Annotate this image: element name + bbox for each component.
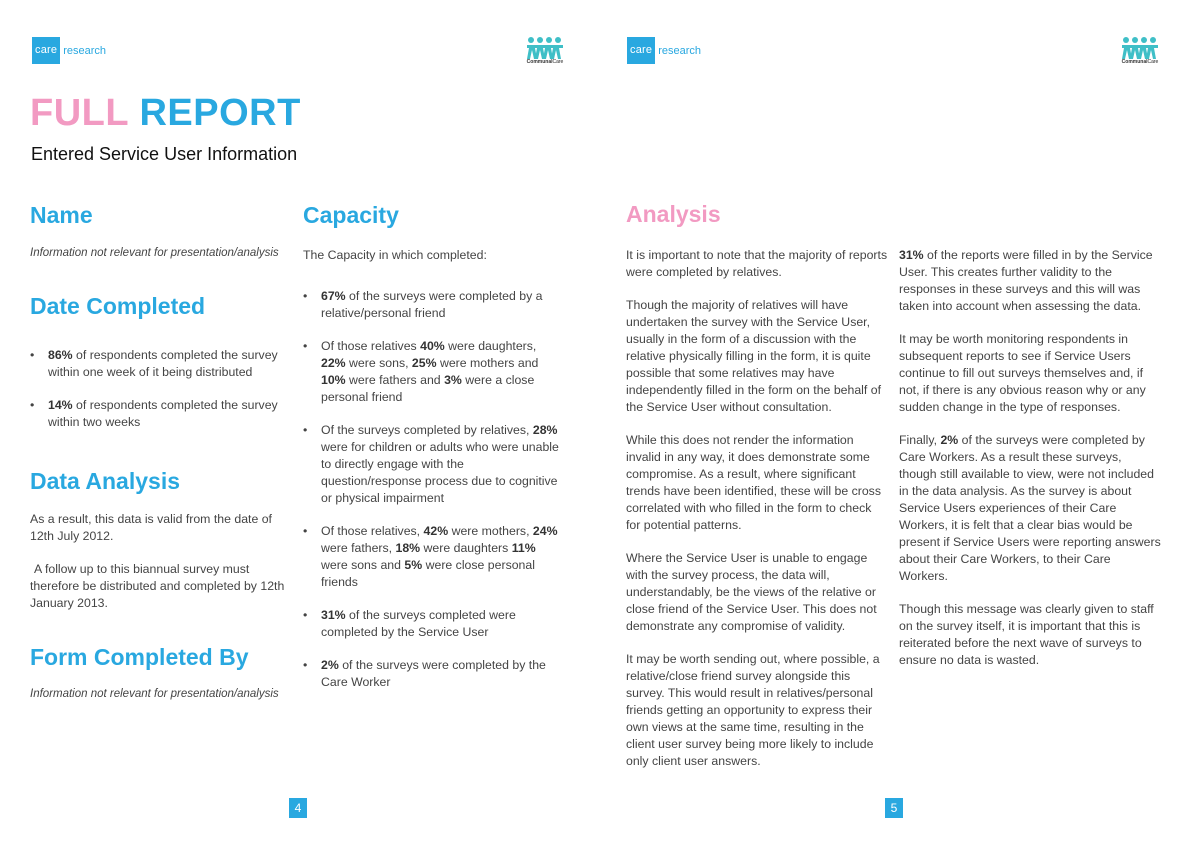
analysis-column-1 (626, 247, 888, 786)
left-page (0, 0, 595, 842)
brand-research: research (63, 44, 106, 57)
analysis-paragraph: Where the Service User is unable to engage with the survey process, the data will, understandably, be the views of the relative or close friend of the Service User. This does not demonstrate any compromise of validity. (626, 551, 877, 633)
people-chain-icon (525, 36, 565, 60)
name-heading: Name (30, 202, 93, 228)
brand-research: research (658, 44, 701, 57)
list-item: • Of the surveys completed by relatives, 28% were for children or adults who were unable to directly engage with the question/response process due to cognitive or physical impairment (303, 422, 561, 507)
people-chain-icon (1120, 36, 1160, 60)
form-completed-by-heading: Form Completed By (30, 644, 249, 670)
date-completed-list (30, 347, 292, 447)
logo-wordmark: CommunalCare (526, 59, 564, 65)
analysis-paragraph: Though this message was clearly given to staff on the survey itself, it is important that this is reiterated before the next wave of surveys to ensure no data is wasted. (899, 602, 1154, 667)
brand-care: care (32, 37, 60, 64)
analysis-paragraph: While this does not render the information invalid in any way, it does demonstrate some compromise. As a result, where significant trends have been identified, these will be cross correlated with who filled in the form to check for potential patterns. (626, 433, 881, 532)
data-analysis-p2: A follow up to this biannual survey must therefore be distributed and completed by 12th January 2013. (30, 562, 285, 610)
page-number: 5 (885, 798, 903, 818)
communal-care-logo (523, 36, 567, 70)
analysis-paragraph: Though the majority of relatives will have undertaken the survey with the Service User, usually in the form of a discussion with the relative physically filling in the form, it is quite possible that some relatives may have independently filled in the form on the behalf of the Service User without consultation. (626, 298, 881, 414)
list-item: • Of those relatives 40% were daughters, 22% were sons, 25% were mothers and 10% were fathers and 3% were a close personal friend (303, 338, 561, 406)
data-analysis-heading: Data Analysis (30, 468, 180, 494)
analysis-paragraph: It may be worth sending out, where possible, a relative/close friend survey alongside this survey. This would result in relatives/personal friends getting an opportunity to express their own views at the same time, resulting in the client user survey being more likely to include only client user answers. (626, 652, 880, 768)
list-item: • 86% of respondents completed the survey within one week of it being distributed (30, 347, 292, 381)
brand-care: care (627, 37, 655, 64)
form-completed-by-note: Information not relevant for presentation/analysis (30, 688, 279, 700)
analysis-paragraph: 31% of the reports were filled in by the Service User. This creates further validity to the responses in these surveys and this will was taken into account when assessing the data. (899, 248, 1153, 313)
care-research-logo (32, 37, 106, 64)
data-analysis-text (30, 511, 292, 628)
page-subtitle: Entered Service User Information (31, 144, 298, 164)
analysis-paragraph: It may be worth monitoring respondents in subsequent reports to see if Service Users continue to fill out surveys themselves and, if not, if there is any obvious reason why or any sudden change in the type of responses. (899, 332, 1146, 414)
analysis-paragraph: Finally, 2% of the surveys were completed by Care Workers. As a result these surveys, though still available to view, were not included in the data analysis. As the survey is about Service Users experiences of their Care Workers, it is felt that a clear bias would be present if Service Users were reporting answers about their Care Workers, to their Care Workers. (899, 433, 1161, 583)
list-item: • 31% of the surveys completed were completed by the Service User (303, 607, 561, 641)
capacity-heading: Capacity (303, 202, 399, 228)
analysis-heading: Analysis (626, 201, 721, 227)
capacity-intro: The Capacity in which completed: (303, 248, 487, 262)
page-title: FULL REPORT (30, 92, 301, 134)
data-analysis-p1: As a result, this data is valid from the date of 12th July 2012. (30, 512, 272, 543)
logo-wordmark: CommunalCare (1121, 59, 1159, 65)
list-item: • 67% of the surveys were completed by a relative/personal friend (303, 288, 561, 322)
communal-care-logo (1118, 36, 1162, 70)
list-item: • Of those relatives, 42% were mothers, 24% were fathers, 18% were daughters 11% were sons and 5% were close personal friends (303, 523, 561, 591)
capacity-list (303, 288, 561, 707)
analysis-column-2 (899, 247, 1161, 685)
name-note: Information not relevant for presentation/analysis (30, 247, 279, 259)
page-number: 4 (289, 798, 307, 818)
list-item: • 14% of respondents completed the survey within two weeks (30, 397, 292, 431)
analysis-paragraph: It is important to note that the majority of reports were completed by relatives. (626, 248, 888, 279)
right-page (596, 0, 1191, 842)
care-research-logo (627, 37, 701, 64)
date-completed-heading: Date Completed (30, 293, 206, 319)
list-item: • 2% of the surveys were completed by the Care Worker (303, 657, 561, 691)
